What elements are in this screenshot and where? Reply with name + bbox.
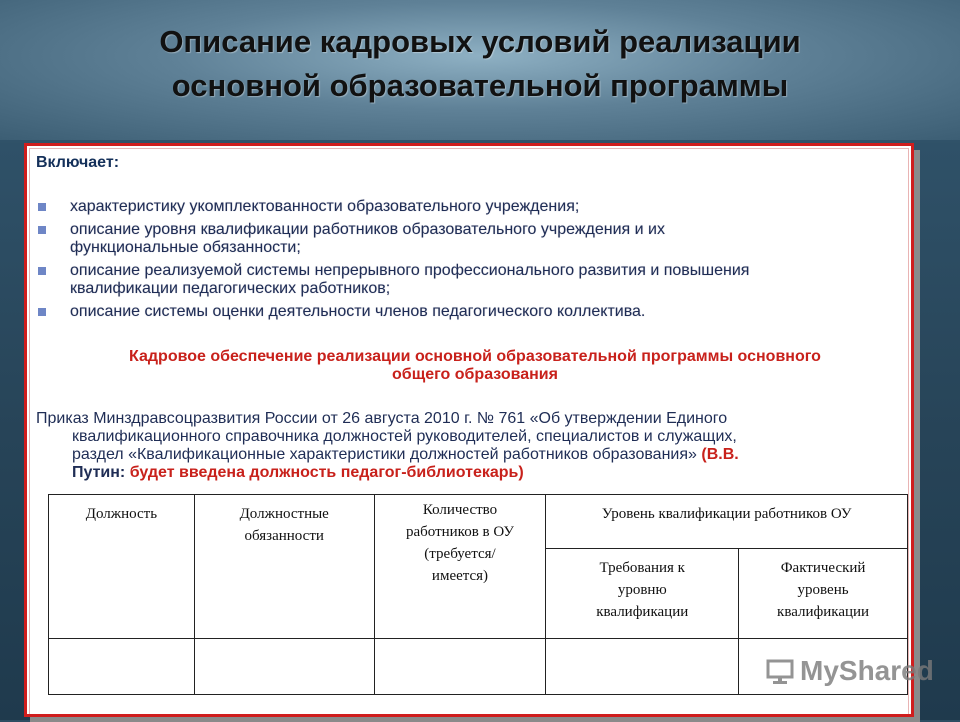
watermark — [766, 655, 934, 687]
order-line4a: Путин: — [72, 464, 126, 481]
section-heading-line1: Кадровое обеспечение реализации основной образовательной программы основного — [129, 348, 821, 365]
bullet-list — [36, 198, 876, 326]
table-header-row — [49, 495, 908, 549]
table-cell[interactable] — [49, 639, 195, 695]
bullet-text: описание системы оценки деятельности членов педагогического коллектива. — [70, 303, 646, 320]
slide-title — [60, 20, 900, 108]
table-cell[interactable] — [546, 639, 739, 695]
table-cell[interactable] — [374, 639, 546, 695]
order-line1: Приказ Минздравсоцразвития России от 26 августа 2010 г. № 761 «Об утверждении Единого — [36, 410, 728, 427]
order-author: (В.В. — [701, 446, 739, 463]
order-line4-wrap — [36, 464, 881, 482]
header-qualification-level: Уровень квалификации работников ОУ — [546, 495, 908, 549]
bullet-text: описание реализуемой системы непрерывного профессионального развития и повышения — [70, 262, 750, 279]
square-bullet-icon — [38, 203, 46, 211]
slide-title-line1: Описание кадровых условий реализации — [159, 24, 801, 59]
header-duties: Должностные обязанности — [194, 495, 374, 639]
list-item — [36, 303, 876, 321]
list-item — [36, 198, 876, 216]
order-line3-wrap — [36, 446, 881, 464]
bullet-text-cont: функциональные обязанности; — [70, 239, 301, 256]
section-heading — [40, 348, 910, 384]
list-item — [36, 262, 876, 298]
header-actual-level: Фактический уровень квалификации — [739, 549, 908, 639]
section-heading-line2: общего образования — [392, 366, 558, 383]
order-line2: квалификационного справочника должностей руководителей, специалистов и служащих, — [72, 428, 737, 445]
includes-label: Включает: — [36, 154, 120, 171]
bullet-text: характеристику укомплектованности образовательного учреждения; — [70, 198, 580, 215]
header-required-level: Требования к уровню квалификации — [546, 549, 739, 639]
square-bullet-icon — [38, 226, 46, 234]
table-cell[interactable] — [194, 639, 374, 695]
header-count: Количество работников в ОУ (требуется/ имеется) — [374, 495, 546, 639]
header-position: Должность — [49, 495, 195, 639]
order-paragraph — [36, 410, 881, 482]
order-line3: раздел «Квалификационные характеристики должностей работников образования» — [72, 446, 697, 463]
slide-title-line2: основной образовательной программы — [171, 68, 789, 103]
list-item — [36, 221, 876, 257]
presentation-screen-icon — [766, 657, 794, 685]
bullet-text-cont: квалификации педагогических работников; — [70, 280, 391, 297]
bullet-text: описание уровня квалификации работников образовательного учреждения и их — [70, 221, 665, 238]
square-bullet-icon — [38, 308, 46, 316]
square-bullet-icon — [38, 267, 46, 275]
watermark-text: MyShared — [800, 655, 934, 686]
order-line4b: будет введена должность педагог-библиотекарь) — [125, 464, 524, 481]
